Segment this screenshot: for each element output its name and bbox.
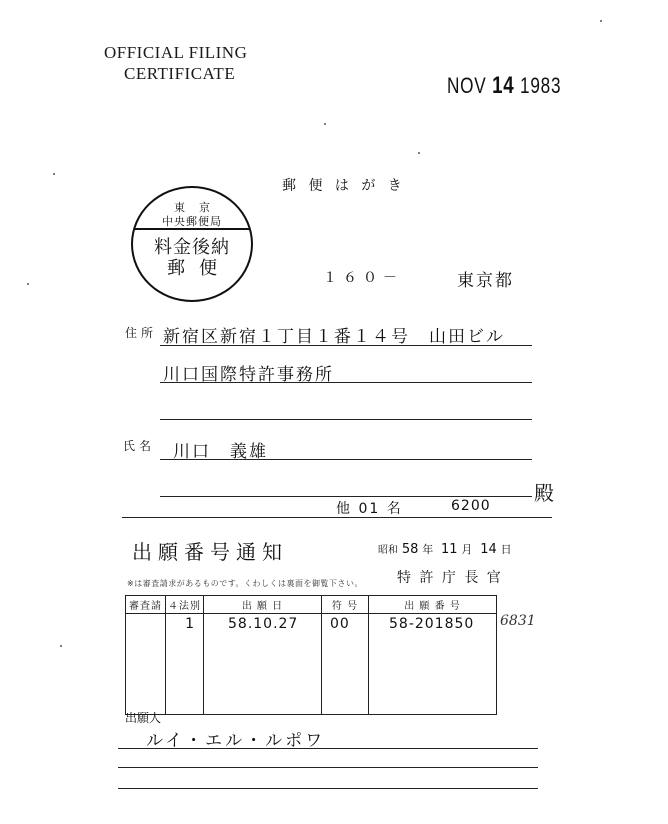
name-label: 氏名	[123, 439, 156, 453]
notice-day: 14	[480, 542, 497, 557]
date-day: 14	[492, 72, 515, 99]
other-names-count: 他 01 名	[336, 501, 403, 517]
date-year: 1983	[520, 73, 562, 98]
notice-date	[378, 541, 512, 557]
section-divider	[122, 517, 552, 518]
certificate-title-line2: CERTIFICATE	[124, 64, 236, 83]
stamp-divider	[135, 228, 249, 230]
postal-code: １６０－	[323, 270, 403, 286]
scan-speck	[60, 645, 62, 647]
scan-speck	[418, 152, 420, 154]
header-filing-date: 出 願 日	[204, 596, 322, 614]
address-label: 住所	[125, 326, 158, 340]
stamp-city: 東京	[174, 201, 224, 214]
header-code: 符 号	[322, 596, 369, 614]
name-rule	[160, 459, 532, 460]
stamped-date	[447, 72, 561, 100]
name-rule-2	[160, 496, 532, 497]
notice-month: 11	[441, 542, 458, 557]
address-line3-rule	[160, 419, 532, 420]
scan-speck	[600, 20, 602, 22]
postcard-label: 郵 便 は が き	[282, 178, 406, 194]
header-law-category: ４法別	[166, 596, 204, 614]
postage-paid-stamp	[131, 186, 253, 302]
cell-filing-date: 58.10.27	[204, 614, 322, 715]
notice-title: 出願番号通知	[132, 540, 288, 564]
applicant-rule-1	[118, 748, 538, 749]
applicant-label: 出願人	[125, 711, 162, 725]
applicant-rule-2	[118, 767, 538, 768]
prefecture: 東京都	[457, 271, 514, 291]
stamp-office: 中央郵便局	[162, 215, 222, 228]
address-line2: 川口国際特許事務所	[163, 365, 334, 385]
table-row	[126, 614, 497, 715]
notice-year: 58	[401, 542, 419, 557]
address-line1-rule	[160, 345, 532, 346]
scan-speck	[27, 283, 29, 285]
stamp-fee: 料金後納	[154, 237, 230, 258]
date-month: NOV	[447, 73, 487, 98]
recipient-name: 川口 義雄	[173, 442, 268, 462]
cell-application-number: 58-201850	[369, 614, 497, 715]
header-application-number: 出 願 番 号	[369, 596, 497, 614]
applicant-rule-3	[118, 788, 538, 789]
table-header-row	[126, 596, 497, 614]
notice-month-unit: 月	[461, 543, 473, 556]
honorific: 殿	[534, 481, 554, 505]
cell-exam-request	[126, 614, 166, 715]
cell-law-category: 1	[166, 614, 204, 715]
header-exam-request: 審査請	[126, 596, 166, 614]
address-line2-rule	[160, 382, 532, 383]
office-code: 6200	[451, 498, 491, 514]
application-table	[125, 595, 497, 715]
certificate-title-line1: OFFICIAL FILING	[104, 43, 248, 62]
notice-day-unit: 日	[500, 543, 512, 556]
notice-year-unit: 年	[422, 543, 434, 556]
notice-era: 昭和	[378, 545, 398, 556]
scan-speck	[324, 123, 326, 125]
notice-fine-print: ※は審査請求があるものです。くわしくは裏面を御覧下さい。	[127, 579, 364, 588]
handwritten-note: 6831	[500, 613, 536, 629]
applicant-name: ルイ・エル・ルポワ	[146, 731, 326, 751]
cell-code: 00	[322, 614, 369, 715]
stamp-mail: 郵便	[167, 258, 231, 279]
scan-speck	[53, 173, 55, 175]
notice-issuer: 特 許 庁 長 官	[397, 570, 503, 586]
address-line1: 新宿区新宿１丁目１番１４号 山田ビル	[163, 327, 505, 347]
